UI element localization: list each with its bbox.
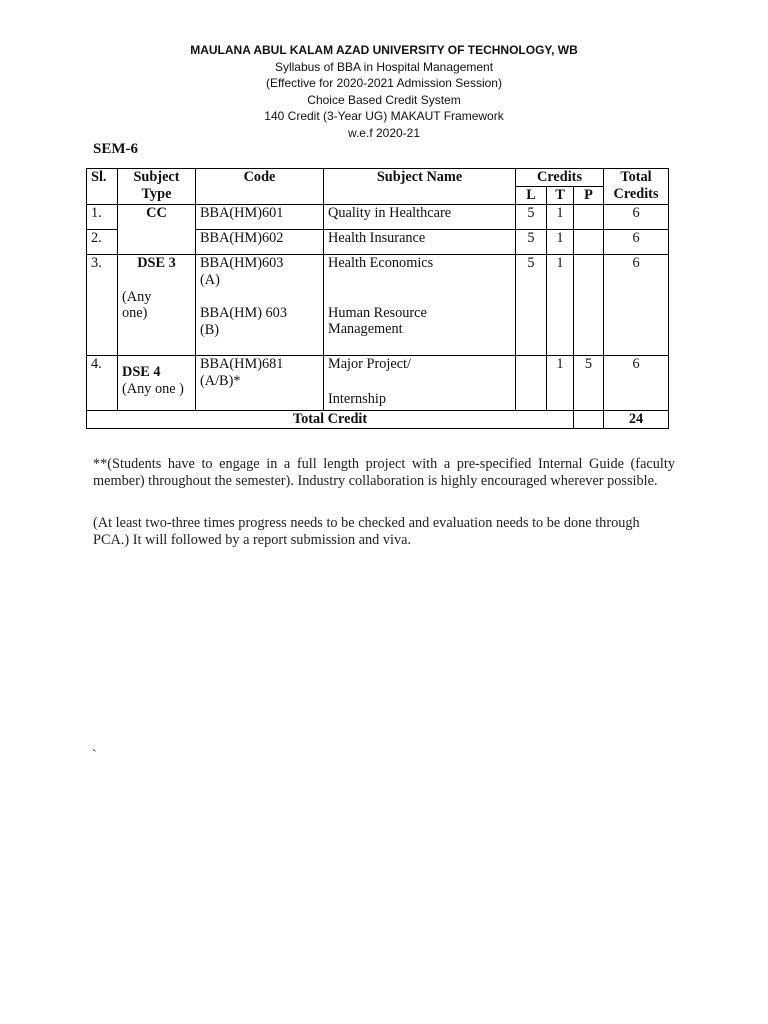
syllabus-title: Syllabus of BBA in Hospital Management (274, 59, 494, 74)
row-total: 6 (604, 230, 669, 255)
total-credit-spacer (574, 411, 604, 429)
row-t: 1 (547, 230, 574, 255)
document-header (0, 42, 768, 142)
row-code-cell (196, 255, 324, 356)
total-credit-label: Total Credit (87, 411, 574, 429)
row-p (574, 255, 604, 356)
university-title: MAULANA ABUL KALAM AZAD UNIVERSITY OF TECHNOLOGY, WB (190, 43, 578, 57)
row-subject-type-cell (118, 255, 196, 356)
credit-system: Choice Based Credit System (307, 92, 461, 107)
col-header-credits: Credits (516, 169, 604, 187)
semester-label: SEM-6 (93, 141, 138, 157)
row-t: 1 (547, 205, 574, 230)
row-l: 5 (516, 230, 547, 255)
wef-date: w.e.f 2020-21 (347, 125, 421, 140)
row-subject-name: Quality in Healthcare (324, 205, 516, 230)
col-header-sl: Sl. (87, 169, 118, 205)
row-subject-type-cell (118, 356, 196, 411)
row-p: 5 (574, 356, 604, 411)
row-subject-name-cell (324, 255, 516, 356)
col-header-subject-type: Subject Type (118, 169, 196, 205)
row-subject-name-b: Internship (328, 390, 386, 407)
row-type-note: (Any one ) (122, 380, 184, 397)
table-row (87, 356, 669, 411)
row-total: 6 (604, 356, 669, 411)
row-p (574, 230, 604, 255)
row-t: 1 (547, 356, 574, 411)
row-subject-type: DSE 3 (137, 255, 176, 271)
table-row (87, 255, 669, 356)
row-subject-name-a: Major Project/ (328, 356, 411, 372)
col-header-total-credits: Total Credits (604, 169, 669, 205)
stray-mark: ` (92, 748, 97, 763)
row-type-note: (Any one) (122, 288, 152, 321)
row-l: 5 (516, 205, 547, 230)
row-total: 6 (604, 255, 669, 356)
row-sl: 2. (87, 230, 118, 255)
row-code-b: BBA(HM) 603 (B) (200, 305, 287, 338)
row-l (516, 356, 547, 411)
row-code-cell (196, 356, 324, 411)
row-l: 5 (516, 255, 547, 356)
total-credit-value: 24 (604, 411, 669, 429)
row-code: BBA(HM)601 (196, 205, 324, 230)
row-code: BBA(HM)602 (196, 230, 324, 255)
row-sl: 4. (87, 356, 118, 411)
row-sl: 1. (87, 205, 118, 230)
evaluation-note: (At least two-three times progress needs to be checked and evaluation needs to be done through PCA.) It will followed by a report submission and viva. (93, 515, 640, 548)
row-sl: 3. (87, 255, 118, 356)
col-header-l: L (516, 187, 547, 205)
table-row (87, 205, 669, 230)
syllabus-table (86, 168, 669, 429)
row-subject-name-a: Health Economics (328, 255, 434, 271)
row-subject-name-b: Human Resource Management (328, 304, 427, 337)
row-subject-name: Health Insurance (324, 230, 516, 255)
framework: 140 Credit (3-Year UG) MAKAUT Framework (264, 109, 504, 124)
row-subject-type: CC (118, 205, 196, 255)
row-subject-type: DSE 4 (122, 364, 161, 380)
project-note: **(Students have to engage in a full length project with a pre-specified Internal Guide (faculty member) throughout the semester). Industry collaboration is highly encouraged wherever possible. (93, 456, 675, 489)
col-header-code: Code (196, 169, 324, 205)
col-header-p: P (574, 187, 604, 205)
row-subject-name-cell (324, 356, 516, 411)
row-total: 6 (604, 205, 669, 230)
col-header-t: T (547, 187, 574, 205)
row-code-a: BBA(HM)603 (A) (200, 255, 284, 288)
row-p (574, 205, 604, 230)
col-header-subject-name: Subject Name (324, 169, 516, 205)
row-t: 1 (547, 255, 574, 356)
effective-session: (Effective for 2020-2021 Admission Session) (266, 76, 502, 91)
table-footer-row (87, 411, 669, 429)
row-code: BBA(HM)681 (A/B)* (200, 356, 284, 389)
table-header-row (87, 169, 669, 187)
